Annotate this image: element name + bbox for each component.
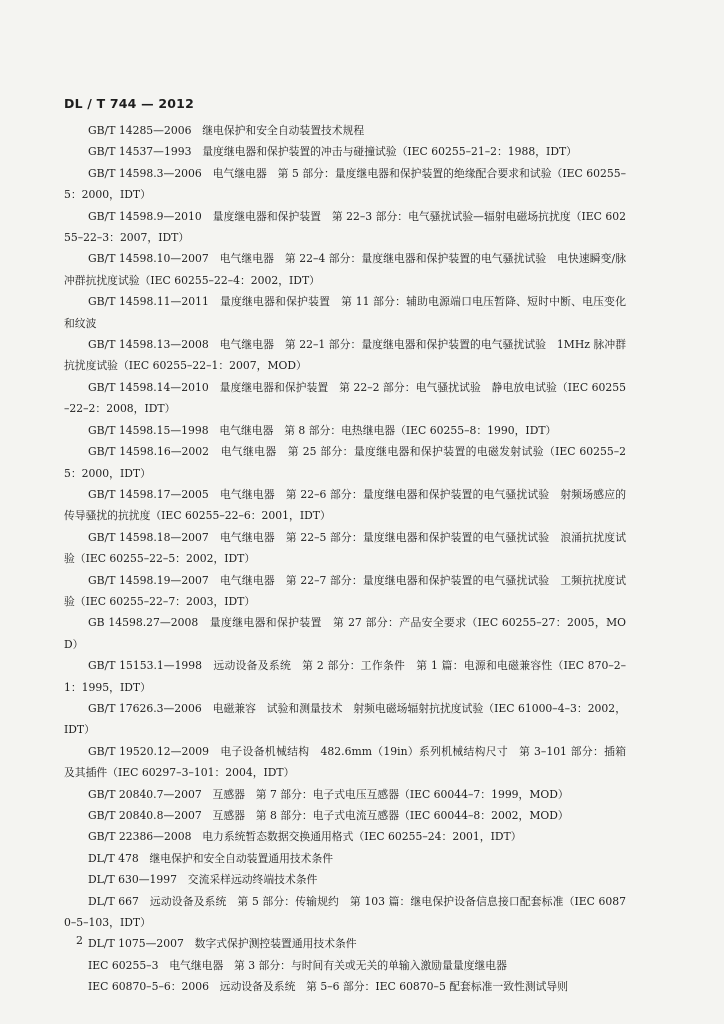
reference-entry: GB/T 20840.8—2007 互感器 第 8 部分：电子式电流互感器（IEC 60044–8：2002，MOD） [88, 809, 569, 822]
reference-entry: GB/T 20840.7—2007 互感器 第 7 部分：电子式电压互感器（IEC 60044–7：1999，MOD） [88, 787, 569, 801]
reference-entry: GB/T 14598.9—2010 量度继电器和保护装置 第 22–3 部分：电气骚扰试验—辐射电磁场抗扰度（IEC 60255–22–3：2007，IDT） [64, 209, 626, 245]
reference-entry: GB/T 14598.13—2008 电气继电器 第 22–1 部分：量度继电器和保护装置的电气骚扰试验 1MHz 脉冲群抗扰度试验（IEC 60255–22–1：2007，MOD） [64, 338, 626, 373]
reference-entry: GB/T 14598.18—2007 电气继电器 第 22–5 部分：量度继电器和保护装置的电气骚扰试验 浪涌抗扰度试验（IEC 60255–22–5：2002，IDT） [64, 530, 626, 566]
reference-entry: GB/T 14537—1993 量度继电器和保护装置的冲击与碰撞试验（IEC 60255–21–2：1988，IDT） [88, 145, 577, 159]
page-number: 2 [76, 934, 83, 947]
reference-entry: DL/T 630—1997 交流采样远动终端技术条件 [88, 873, 318, 887]
reference-entry: GB/T 14598.19—2007 电气继电器 第 22–7 部分：量度继电器和保护装置的电气骚扰试验 工频抗扰度试验（IEC 60255–22–7：2003，IDT） [64, 573, 626, 608]
reference-entry: IEC 60255–3 电气继电器 第 3 部分：与时间有关或无关的单输入激励量量度继电器 [88, 958, 507, 972]
reference-entry: GB/T 14598.15—1998 电气继电器 第 8 部分：电热继电器（IEC 60255–8：1990，IDT） [88, 423, 557, 437]
reference-entry: GB/T 14598.3—2006 电气继电器 第 5 部分：量度继电器和保护装置的绝缘配合要求和试验（IEC 60255–5：2000，IDT） [64, 166, 626, 202]
reference-entry: GB/T 14598.17—2005 电气继电器 第 22–6 部分：量度继电器和保护装置的电气骚扰试验 射频场感应的传导骚扰的抗扰度（IEC 60255–22–6：2001，IDT） [64, 487, 626, 523]
reference-entry: GB/T 22386—2008 电力系统暂态数据交换通用格式（IEC 60255–24：2001，IDT） [88, 830, 522, 844]
reference-entry: DL/T 1075—2007 数字式保护测控装置通用技术条件 [88, 937, 357, 951]
reference-entry: GB/T 14598.10—2007 电气继电器 第 22–4 部分：量度继电器和保护装置的电气骚扰试验 电快速瞬变/脉冲群抗扰度试验（IEC 60255–22–4：2002，IDT） [64, 252, 626, 287]
reference-entry: DL/T 667 远动设备及系统 第 5 部分：传输规约 第 103 篇：继电保护设备信息接口配套标准（IEC 60870–5–103，IDT） [64, 894, 626, 930]
reference-entry: GB/T 19520.12—2009 电子设备机械结构 482.6mm（19in）系列机械结构尺寸 第 3–101 部分：插箱及其插件（IEC 60297–3–101：2004，IDT） [64, 744, 626, 780]
reference-entry: GB/T 17626.3—2006 电磁兼容 试验和测量技术 射频电磁场辐射抗扰度试验（IEC 61000–4–3：2002，IDT） [64, 701, 626, 737]
normative-references-list [64, 120, 626, 998]
reference-entry: GB/T 14285—2006 继电保护和安全自动装置技术规程 [88, 124, 365, 137]
reference-entry: GB 14598.27—2008 量度继电器和保护装置 第 27 部分：产品安全要求（IEC 60255–27：2005，MOD） [64, 616, 626, 651]
reference-entry: GB/T 15153.1—1998 远动设备及系统 第 2 部分：工作条件 第 1 篇：电源和电磁兼容性（IEC 870–2–1：1995，IDT） [64, 659, 626, 694]
reference-entry: DL/T 478 继电保护和安全自动装置通用技术条件 [88, 851, 334, 865]
reference-entry: IEC 60870–5–6：2006 远动设备及系统 第 5–6 部分：IEC 60870–5 配套标准一致性测试导则 [88, 980, 569, 994]
standard-code-header: DL / T 744 — 2012 [64, 96, 194, 111]
reference-entry: GB/T 14598.11—2011 量度继电器和保护装置 第 11 部分：辅助电源端口电压暂降、短时中断、电压变化和纹波 [64, 295, 626, 330]
reference-entry: GB/T 14598.16—2002 电气继电器 第 25 部分：量度继电器和保护装置的电磁发射试验（IEC 60255–25：2000，IDT） [64, 445, 626, 480]
reference-entry: GB/T 14598.14—2010 量度继电器和保护装置 第 22–2 部分：电气骚扰试验 静电放电试验（IEC 60255–22–2：2008，IDT） [64, 380, 626, 416]
